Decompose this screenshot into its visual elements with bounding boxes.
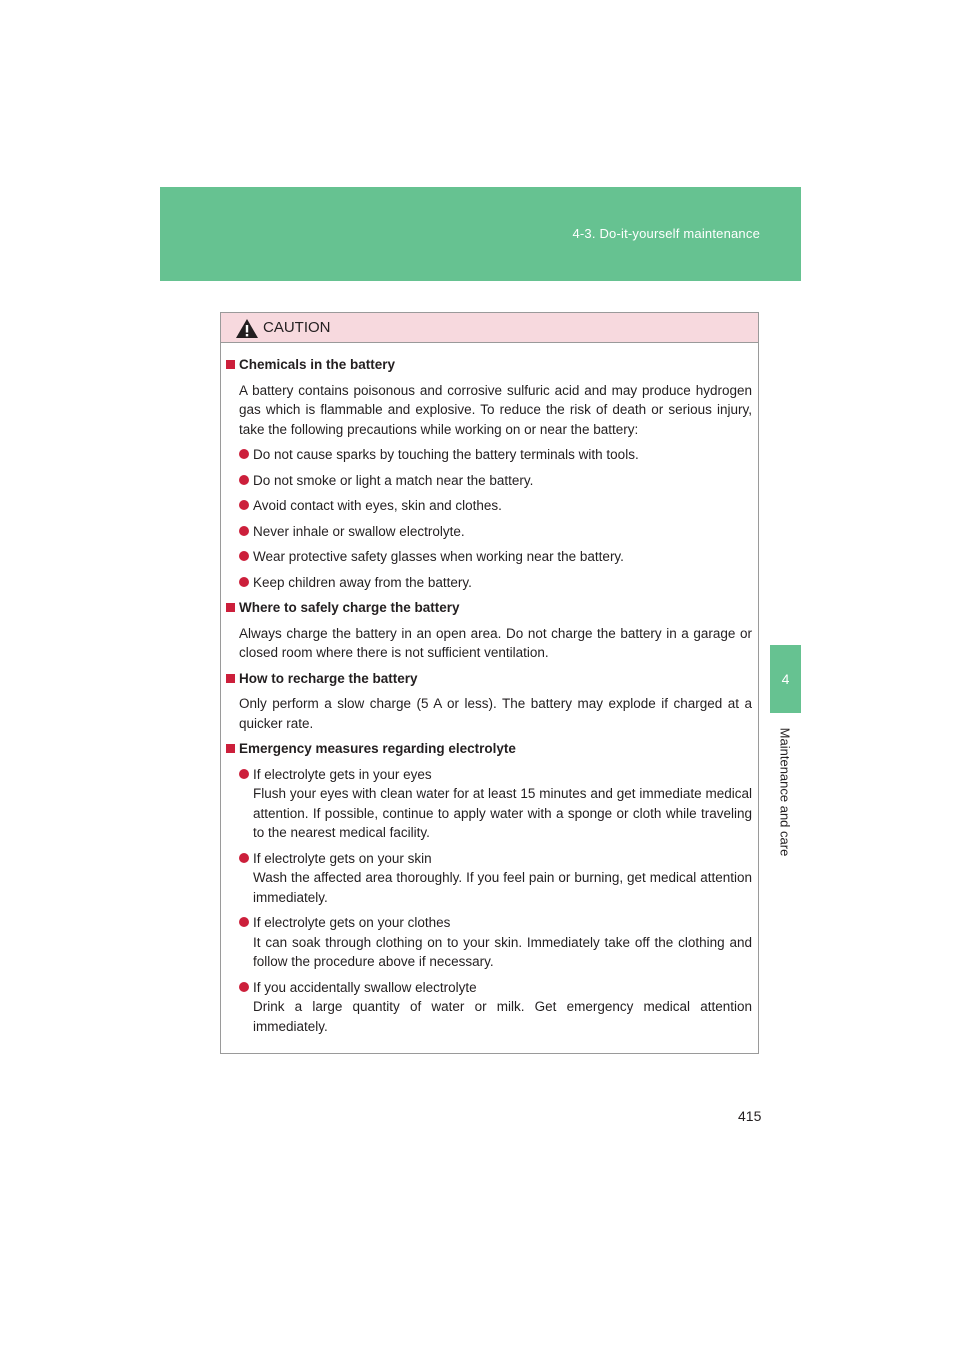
chapter-label: Maintenance and care xyxy=(777,727,793,857)
section-title: 4-3. Do-it-yourself maintenance xyxy=(572,226,760,241)
topic-heading: Chemicals in the battery xyxy=(239,357,396,372)
topic-heading: Emergency measures regarding electrolyte xyxy=(239,741,516,756)
list-item: If you accidentally swallow electrolyte Drink a large quantity of water or milk. Get emergency medical attention immediately. xyxy=(239,978,752,1037)
topic-text: A battery contains poisonous and corrosive sulfuric acid and may produce hydrogen gas which is flammable and explosive. To reduce the risk of death or serious injury, take the following precautions while working on or near the battery: xyxy=(239,382,752,437)
page-number: 415 xyxy=(738,1108,762,1124)
topic-how-to-recharge xyxy=(226,669,752,734)
red-dot-marker xyxy=(239,917,249,927)
caution-header xyxy=(221,313,758,343)
list-item: Avoid contact with eyes, skin and clothes. xyxy=(239,496,752,516)
list-item: Do not smoke or light a match near the battery. xyxy=(239,471,752,491)
red-square-marker xyxy=(226,674,235,683)
red-dot-marker xyxy=(239,449,249,459)
red-square-marker xyxy=(226,603,235,612)
chapter-number: 4 xyxy=(781,671,790,687)
red-square-marker xyxy=(226,360,235,369)
chapter-tab xyxy=(770,645,801,713)
list-item: If electrolyte gets in your eyes Flush your eyes with clean water for at least 15 minutes and get immediate medical attention. If possible, continue to apply water with a sponge or cloth while traveling to the nearest medical facility. xyxy=(239,765,752,843)
topic-heading: Where to safely charge the battery xyxy=(239,600,460,615)
red-dot-marker xyxy=(239,551,249,561)
list-item: Do not cause sparks by touching the battery terminals with tools. xyxy=(239,445,752,465)
red-dot-marker xyxy=(239,982,249,992)
caution-title: CAUTION xyxy=(263,319,331,336)
topic-text: Only perform a slow charge (5 A or less). The battery may explode if charged at a quicker rate. xyxy=(239,696,752,731)
list-item: If electrolyte gets on your clothes It can soak through clothing on to your skin. Immediately take off the clothing and follow the procedure above if necessary. xyxy=(239,913,752,972)
red-dot-marker xyxy=(239,853,249,863)
list-item: Wear protective safety glasses when working near the battery. xyxy=(239,547,752,567)
topic-text: Always charge the battery in an open area. Do not charge the battery in a garage or closed room where there is not sufficient ventilation. xyxy=(239,625,752,660)
topic-where-to-charge xyxy=(226,598,752,663)
red-dot-marker xyxy=(239,526,249,536)
warning-triangle-icon xyxy=(235,318,259,339)
caution-box xyxy=(220,312,759,1054)
caution-body xyxy=(221,343,758,1036)
red-dot-marker xyxy=(239,475,249,485)
list-item: Keep children away from the battery. xyxy=(239,573,752,593)
list-item: If electrolyte gets on your skin Wash the affected area thoroughly. If you feel pain or burning, get medical attention immediately. xyxy=(239,849,752,908)
list-item: Never inhale or swallow electrolyte. xyxy=(239,522,752,542)
topic-chemicals xyxy=(226,355,752,592)
topic-emergency-measures xyxy=(226,739,752,1036)
red-square-marker xyxy=(226,744,235,753)
topic-heading: How to recharge the battery xyxy=(239,670,418,686)
red-dot-marker xyxy=(239,577,249,587)
red-dot-marker xyxy=(239,500,249,510)
header-band xyxy=(160,187,801,281)
red-dot-marker xyxy=(239,769,249,779)
